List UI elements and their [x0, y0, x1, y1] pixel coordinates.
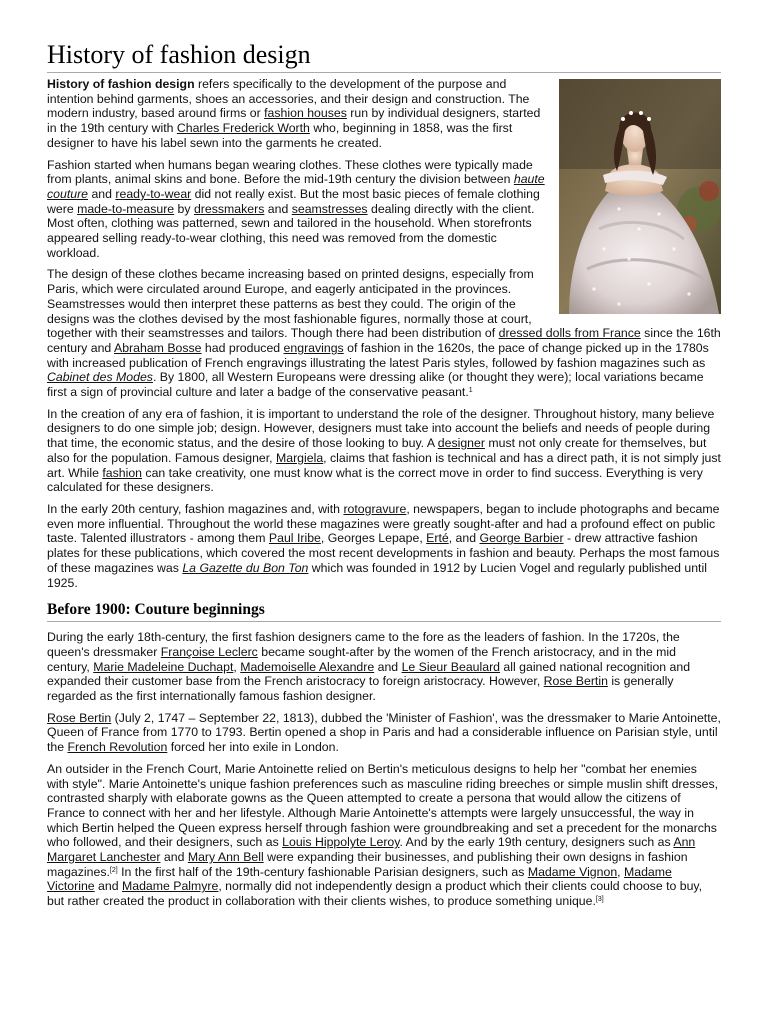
link-charles-frederick-worth[interactable]: Charles Frederick Worth [176, 121, 310, 136]
text: During the early 18th-century, the first fashion designers came to the fore as the leaders of fashion. In the 1720s, the queen's dressmaker [47, 630, 680, 659]
text: . By 1800, all Western Europeans were dressing alike (or thought they were); local variations became first a sign of provincial culture and later a badge of the conservative peasant. [47, 370, 704, 400]
text: In the creation of any era of fashion, it is important to understand the role of the designer. Throughout history, many believe designers to do one simple job; design. However, designers must take into account the beliefs and needs of people during that time, the economic status, and the desire of those looking to buy. A [47, 406, 715, 451]
page-title: History of fashion design [47, 40, 721, 73]
text: and [160, 850, 188, 865]
text: of fashion in the 1620s, the pace of change picked up in the 1780s with increased publication of French engravings illustrating the latest Paris styles, followed by fashion magazines such as [47, 340, 709, 370]
lead-term: History of fashion design [47, 77, 195, 91]
text: An outsider in the French Court, Marie Antoinette relied on Bertin's meticulous designs to help her "combat her enemies with style". Marie Antoinette's unique fashion preferences such as masculine riding breeches or simple muslin shift dresses, contrasted sharply with elaborate gowns as the Queen attempted to create a persona that would allow the citizens of France to connect with her and her lifestyle. Although Marie Antoinette's attempts were largely unsuccessful, the way in which Bertin helped the Queen express herself through fashion were groundbreaking and set a precedent for the monarchs who followed, and their designers, such as [47, 761, 719, 850]
link-la-gazette-du-bon-ton[interactable] [182, 561, 308, 575]
link-le-sieur-beaulard[interactable]: Le Sieur Beaulard [401, 659, 501, 674]
text: The design of these clothes became increasing based on printed designs, especially from Paris, which were circulated around Europe, and eagerly anticipated in the provinces. Seamstresses would then interpret these patterns as best they could. The origin of the designs was the clothes devised by the most fashionable figures, normally those at court, together with their seamstresses and tailors. Though there had been distribution of [47, 267, 534, 341]
link-dressmakers[interactable]: dressmakers [193, 201, 265, 216]
link-seamstresses[interactable]: seamstresses [291, 201, 368, 216]
text: can take creativity, one must know what is the correct move in order to find success. Everything is very calculated for these designers. [47, 465, 703, 495]
text: , normally did not independently design a product which their clients could choose to buy, but rather created the product in collaboration with their clients wishes, to produce something unique. [47, 879, 703, 909]
intro-paragraph-5 [47, 502, 721, 590]
text: , newspapers, began to include photographs and became even more influential. Throughout the world these magazines were greatly sought-after and had a profound effect on public taste. Talented illustrators - among them [47, 501, 720, 546]
text: , claims that fashion is technical and has a direct path, it is not simply just art. While [47, 450, 721, 480]
text: and [88, 186, 116, 201]
article-figure[interactable] [559, 79, 721, 314]
text: refers specifically to the development of the purpose and intention behind garments, shoes an accessories, and their design and construction. The modern industry, based around firms or [47, 77, 530, 121]
link-ann-margaret-lanchester[interactable]: Ann Margaret Lanchester [47, 835, 696, 865]
link-madame-victorine[interactable]: Madame Victorine [47, 864, 672, 894]
link-text: haute couture [47, 172, 545, 201]
link-madame-vignon[interactable]: Madame Vignon [527, 864, 618, 879]
link-made-to-measure[interactable]: made-to-measure [77, 201, 175, 216]
link-marie-madeleine-duchapt[interactable]: Marie Madeleine Duchapt [93, 659, 234, 674]
text: dealing directly with the client. Most often, clothing was patterned, sewn and tailored in the household. When storefronts appeared selling ready-to-wear clothing, this need was removed from the domestic workload. [47, 201, 535, 260]
link-engravings[interactable]: engravings [283, 340, 344, 355]
link-designer[interactable]: designer [437, 436, 485, 451]
text: . And by the early 19th century, designers such as [399, 835, 674, 850]
text: since the 16th century and [47, 326, 721, 355]
link-francoise-leclerc[interactable]: Françoise Leclerc [160, 644, 258, 659]
text: , and [448, 531, 480, 546]
link-abraham-bosse[interactable]: Abraham Bosse [114, 340, 202, 355]
section-paragraph-1 [47, 630, 721, 704]
section-paragraph-2 [47, 711, 721, 755]
text: became sought-after by the women of the French aristocracy, and in the mid century, [47, 644, 676, 674]
text: Fashion started when humans began wearing clothes. These clothes were typically made from plants, animal skins and bone. Before the mid-19th century the division between [47, 157, 533, 187]
link-text: Cabinet des Modes [47, 370, 153, 385]
link-paul-iribe[interactable]: Paul Iribe [268, 531, 321, 546]
text: which was founded in 1912 by Lucien Vogel and regularly published until 1925. [47, 560, 707, 590]
link-louis-hippolyte-leroy[interactable]: Louis Hippolyte Leroy [282, 835, 400, 850]
text: all gained national recognition and expanded their customer base from the French aristocracy to foreign aristocracy. However, [47, 659, 691, 689]
link-george-barbier[interactable]: George Barbier [479, 531, 564, 546]
link-rose-bertin[interactable]: Rose Bertin [47, 710, 112, 725]
article [47, 40, 721, 916]
text: , Georges Lepape, [320, 531, 427, 546]
link-madame-palmyre[interactable]: Madame Palmyre [121, 879, 219, 894]
citation-1[interactable]: 1 [468, 387, 473, 395]
link-mary-ann-bell[interactable]: Mary Ann Bell [187, 850, 264, 865]
link-text: La Gazette du Bon Ton [182, 560, 309, 575]
link-ready-to-wear[interactable]: ready-to-wear [115, 186, 192, 201]
link-rose-bertin[interactable]: Rose Bertin [543, 674, 608, 689]
text: In the first half of the 19th-century fashionable Parisian designers, such as [117, 864, 528, 879]
text: by [174, 201, 194, 216]
text: did not really exist. But the most basic pieces of female clothing were [47, 186, 540, 216]
text: must not only create for themselves, but also for the population. Famous designer, [47, 436, 707, 465]
text: , [617, 864, 624, 879]
text: In the early 20th century, fashion magazines and, with [47, 501, 344, 516]
link-margiela[interactable]: Margiela [276, 450, 324, 465]
text: and [264, 201, 292, 216]
text: (July 2, 1747 – September 22, 1813), dubbed the 'Minister of Fashion', was the dressmaker to Marie Antoinette, Queen of France from 1770 to 1793. Bertin opened a shop in Paris and had a considerable influence on Parisian style, until the [47, 710, 721, 755]
section-heading: Before 1900: Couture beginnings [47, 600, 721, 622]
link-fashion[interactable]: fashion [102, 465, 143, 480]
section-paragraph-3 [47, 762, 721, 909]
text: , [233, 659, 241, 674]
intro-paragraph-4 [47, 407, 721, 495]
text: and [374, 659, 402, 674]
text: run by individual designers, started in the 19th century with [47, 106, 541, 136]
text: who, beginning in 1858, was the first designer to have his label sewn into the garments he created. [47, 121, 513, 150]
text: - drew attractive fashion plates for these publications, which covered the most recent developments in fashion and beauty. Perhaps the most famous of these magazines was [47, 531, 720, 575]
citation-3[interactable]: [3] [595, 896, 604, 904]
link-mademoiselle-alexandre[interactable]: Mademoiselle Alexandre [240, 659, 375, 674]
link-rotogravure[interactable]: rotogravure [343, 501, 407, 516]
link-erte[interactable]: Erté [426, 531, 449, 546]
text: forced her into exile in London. [167, 740, 339, 755]
text: is generally regarded as the first internationally famous fashion designer. [47, 674, 674, 704]
link-cabinet-des-modes[interactable] [47, 370, 153, 384]
text: had produced [201, 340, 284, 355]
portrait-of-empress-in-white-gown [559, 79, 721, 314]
text: and [94, 879, 122, 894]
text: were expanding their businesses, and publishing their own designs in fashion magazines. [47, 850, 688, 879]
link-dressed-dolls-from-france[interactable]: dressed dolls from France [498, 326, 641, 341]
link-french-revolution[interactable]: French Revolution [67, 740, 168, 755]
citation-2[interactable]: [2] [109, 866, 118, 874]
link-fashion-houses[interactable]: fashion houses [264, 106, 347, 121]
